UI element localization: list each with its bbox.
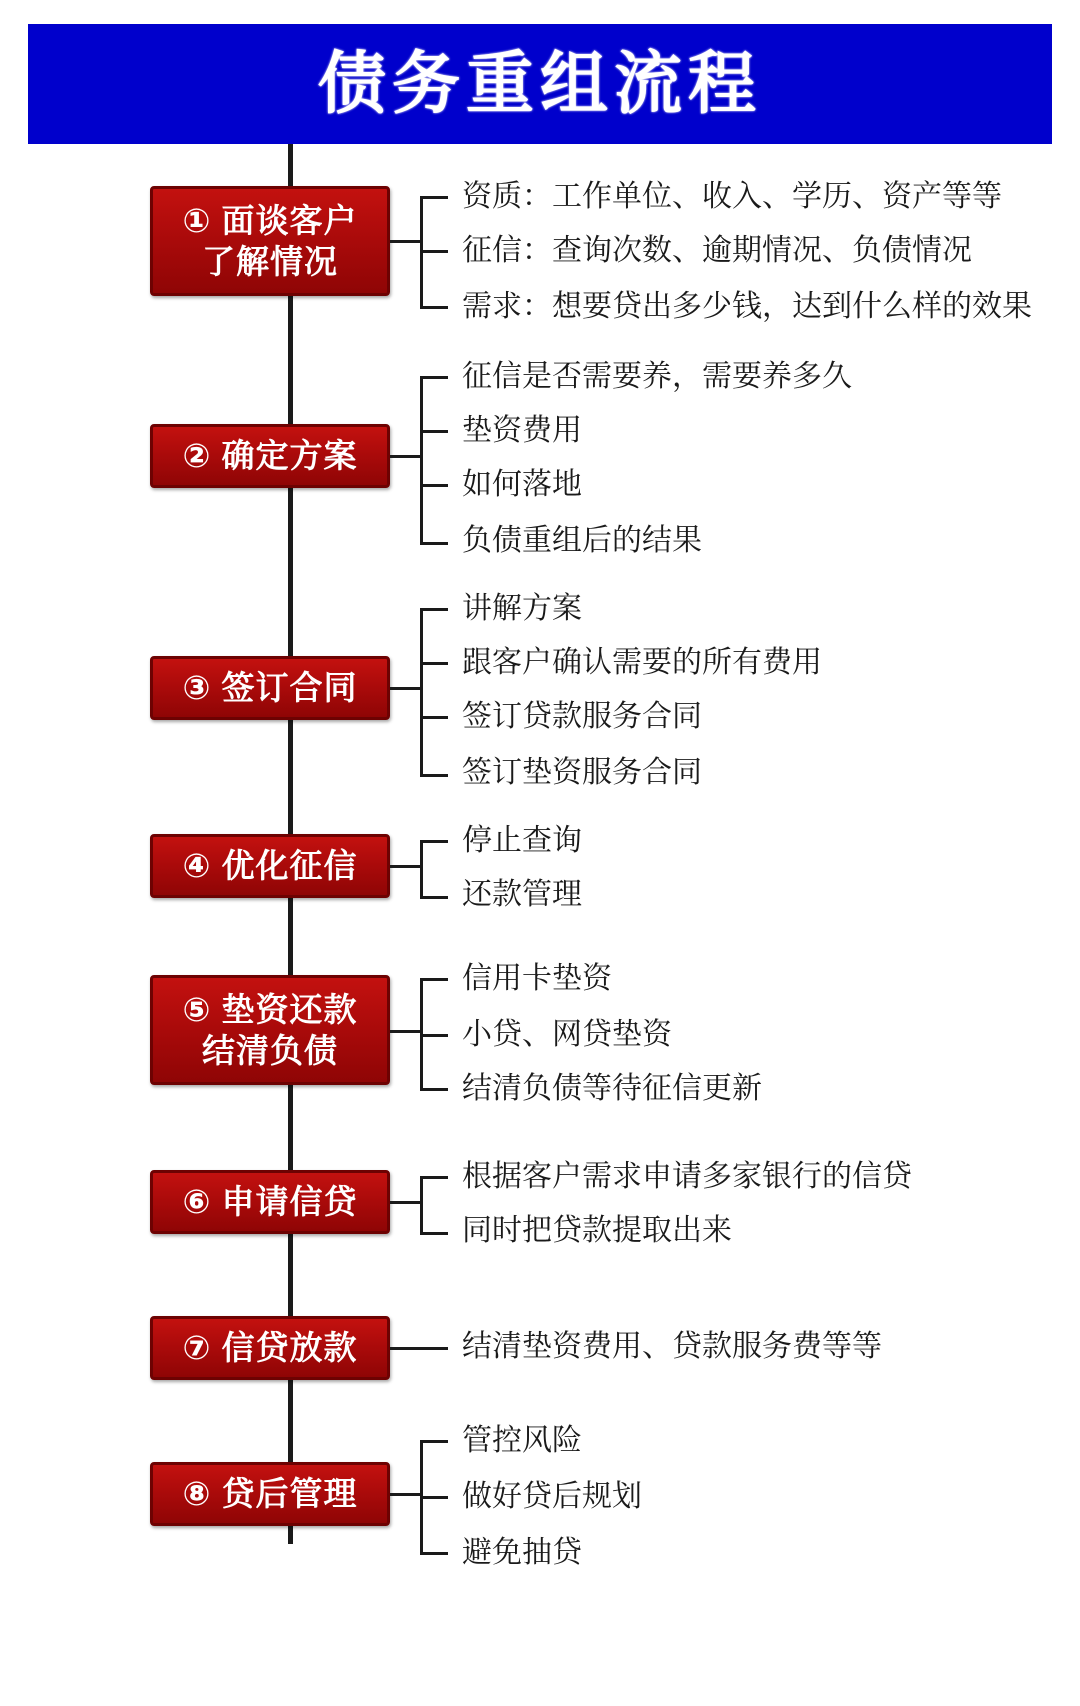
step-8-detail-2: 做好贷后规划 xyxy=(462,1480,642,1513)
step-5-connector xyxy=(390,1030,420,1033)
step-4-stub-2 xyxy=(420,896,448,899)
step-1-detail-1: 资质：工作单位、收入、学历、资产等等 xyxy=(462,180,1002,213)
step-8-connector xyxy=(390,1493,420,1496)
step-box-4[interactable] xyxy=(150,834,390,898)
step-3-stub-3 xyxy=(420,716,448,719)
step-5-stub-1 xyxy=(420,978,448,981)
step-box-2[interactable] xyxy=(150,424,390,488)
step-box-7[interactable] xyxy=(150,1316,390,1380)
step-6-branch-spine xyxy=(420,1176,423,1232)
step-6-line-1: ⑥ 申请信贷 xyxy=(182,1183,358,1221)
step-4-connector xyxy=(390,865,420,868)
step-1-line-1: ① 面谈客户 xyxy=(182,201,358,239)
step-box-1[interactable] xyxy=(150,186,390,296)
step-2-detail-2: 垫资费用 xyxy=(462,414,582,447)
step-7-detail-1: 结清垫资费用、贷款服务费等等 xyxy=(462,1330,882,1363)
step-2-stub-4 xyxy=(420,542,448,545)
step-8-detail-3: 避免抽贷 xyxy=(462,1536,582,1569)
step-1-stub-1 xyxy=(420,196,448,199)
step-8-line-1: ⑧ 贷后管理 xyxy=(182,1475,358,1513)
step-7-connector xyxy=(390,1347,448,1350)
step-5-detail-2: 小贷、网贷垫资 xyxy=(462,1018,672,1051)
step-5-line-2: 结清负债 xyxy=(202,1032,338,1069)
step-3-detail-2: 跟客户确认需要的所有费用 xyxy=(462,646,822,679)
step-6-detail-2: 同时把贷款提取出来 xyxy=(462,1214,732,1247)
step-2-branch-spine xyxy=(420,376,423,542)
step-5-stub-3 xyxy=(420,1088,448,1091)
step-4-line-1: ④ 优化征信 xyxy=(182,847,358,885)
step-2-stub-1 xyxy=(420,376,448,379)
step-2-stub-2 xyxy=(420,430,448,433)
step-1-connector xyxy=(390,240,420,243)
step-2-line-1: ② 确定方案 xyxy=(182,437,358,475)
step-box-3[interactable] xyxy=(150,656,390,720)
step-5-line-1: ⑤ 垫资还款 xyxy=(182,990,358,1028)
step-1-stub-2 xyxy=(420,250,448,253)
step-3-detail-3: 签订贷款服务合同 xyxy=(462,700,702,733)
step-2-detail-3: 如何落地 xyxy=(462,468,582,501)
step-5-branch-spine xyxy=(420,978,423,1088)
step-3-detail-1: 讲解方案 xyxy=(462,592,582,625)
step-3-stub-2 xyxy=(420,662,448,665)
page-title: 债务重组流程 xyxy=(317,46,762,122)
step-1-detail-2: 征信：查询次数、逾期情况、负债情况 xyxy=(462,234,972,267)
step-4-detail-1: 停止查询 xyxy=(462,824,582,857)
step-6-detail-1: 根据客户需求申请多家银行的信贷 xyxy=(462,1160,912,1193)
step-3-stub-1 xyxy=(420,608,448,611)
step-1-stub-3 xyxy=(420,306,448,309)
step-8-stub-2 xyxy=(420,1496,448,1499)
step-5-detail-3: 结清负债等待征信更新 xyxy=(462,1072,762,1105)
step-box-5[interactable] xyxy=(150,975,390,1085)
step-2-detail-4: 负债重组后的结果 xyxy=(462,524,702,557)
step-6-stub-2 xyxy=(420,1232,448,1235)
step-box-6[interactable] xyxy=(150,1170,390,1234)
step-1-detail-3: 需求：想要贷出多少钱，达到什么样的效果 xyxy=(462,290,1032,323)
step-2-detail-1: 征信是否需要养，需要养多久 xyxy=(462,360,852,393)
step-8-stub-1 xyxy=(420,1440,448,1443)
step-3-line-1: ③ 签订合同 xyxy=(182,669,358,707)
step-7-line-1: ⑦ 信贷放款 xyxy=(182,1329,358,1367)
step-3-detail-4: 签订垫资服务合同 xyxy=(462,756,702,789)
step-2-connector xyxy=(390,455,420,458)
step-3-stub-4 xyxy=(420,774,448,777)
step-1-line-2: 了解情况 xyxy=(202,243,338,280)
step-4-detail-2: 还款管理 xyxy=(462,878,582,911)
title-banner xyxy=(28,24,1052,144)
step-8-detail-1: 管控风险 xyxy=(462,1424,582,1457)
step-5-detail-1: 信用卡垫资 xyxy=(462,962,612,995)
step-3-connector xyxy=(390,687,420,690)
step-8-stub-3 xyxy=(420,1552,448,1555)
step-6-connector xyxy=(390,1201,420,1204)
step-box-8[interactable] xyxy=(150,1462,390,1526)
step-5-stub-2 xyxy=(420,1034,448,1037)
step-4-stub-1 xyxy=(420,840,448,843)
step-2-stub-3 xyxy=(420,484,448,487)
step-4-branch-spine xyxy=(420,840,423,896)
step-6-stub-1 xyxy=(420,1176,448,1179)
step-3-branch-spine xyxy=(420,608,423,774)
